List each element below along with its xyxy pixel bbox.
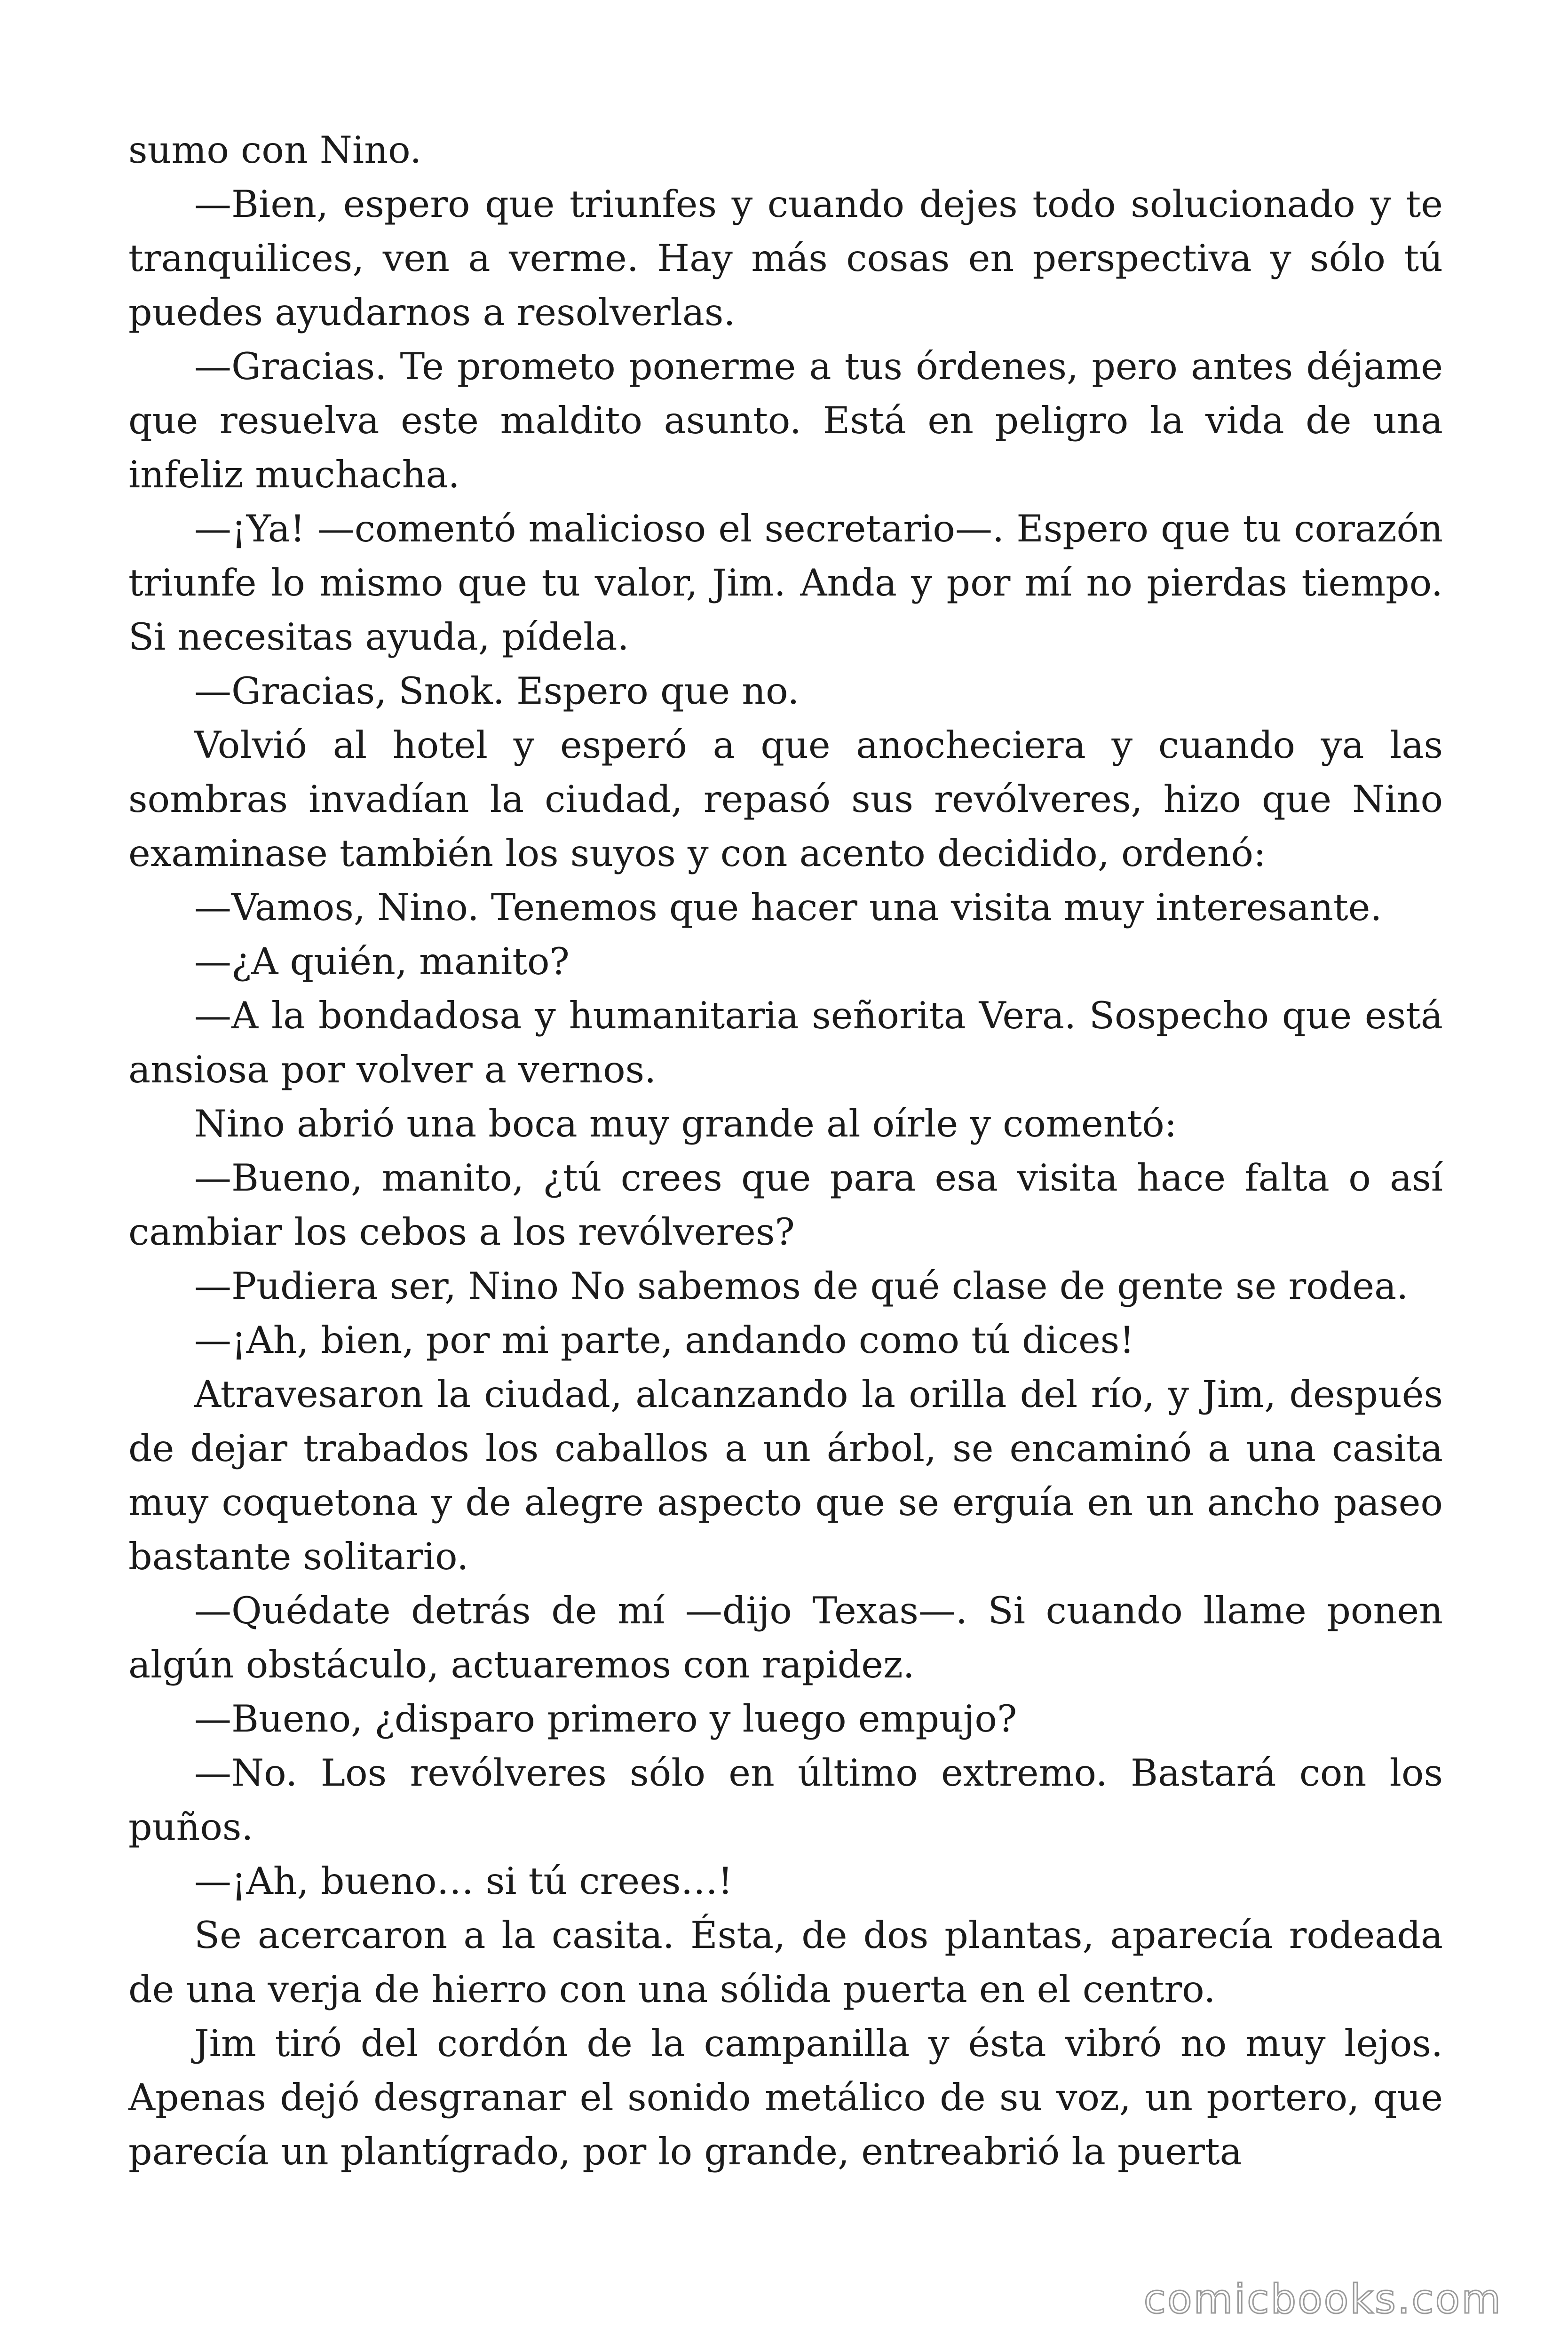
paragraph: Jim tiró del cordón de la campanilla y ésta vibró no muy lejos. Apenas dejó desgranar el sonido metálico de su voz, un portero, que parecía un plantígrado, por lo grande, entreabrió la puerta (128, 2022, 1443, 2173)
paragraph: —Bien, espero que triunfes y cuando dejes todo solucionado y te tranquilices, ven a verme. Hay más cosas en perspectiva y sólo tú puedes ayudarnos a resolverlas. (128, 183, 1443, 334)
paragraph: —Bueno, ¿disparo primero y luego empujo? (194, 1697, 1017, 1740)
paragraph: —Quédate detrás de mí —dijo Texas—. Si cuando llame ponen algún obstáculo, actuaremos con rapidez. (128, 1589, 1443, 1686)
paragraph: Volvió al hotel y esperó a que anocheciera y cuando ya las sombras invadían la ciudad, repasó sus revólveres, hizo que Nino examinase también los suyos y con acento decidido, ordenó: (128, 723, 1443, 875)
paragraph: Atravesaron la ciudad, alcanzando la orilla del río, y Jim, después de dejar trabados los caballos a un árbol, se encaminó a una casita muy coquetona y de alegre aspecto que se erguía en un ancho paseo bastante solitario. (128, 1373, 1443, 1578)
paragraph: —Gracias. Te prometo ponerme a tus órdenes, pero antes déjame que resuelva este maldito asunto. Está en peligro la vida de una infeliz muchacha. (128, 345, 1443, 496)
paragraph: —¡Ah, bueno… si tú crees…! (194, 1859, 733, 1903)
paragraph: —¡Ah, bien, por mi parte, andando como tú dices! (194, 1319, 1135, 1362)
paragraph: —¿A quién, manito? (194, 940, 570, 983)
paragraph: —A la bondadosa y humanitaria señorita Vera. Sospecho que está ansiosa por volver a vernos. (128, 994, 1443, 1091)
watermark: comicbooks.com (1143, 2276, 1502, 2323)
paragraph: —Pudiera ser, Nino No sabemos de qué clase de gente se rodea. (194, 1264, 1409, 1308)
paragraph: —Vamos, Nino. Tenemos que hacer una visita muy interesante. (194, 886, 1382, 929)
book-page-text (128, 123, 1443, 2179)
paragraph: —No. Los revólveres sólo en último extremo. Bastará con los puños. (128, 1751, 1443, 1849)
paragraph: Nino abrió una boca muy grande al oírle y comentó: (194, 1102, 1177, 1145)
paragraph: —Gracias, Snok. Espero que no. (194, 669, 800, 713)
paragraph: —¡Ya! —comentó malicioso el secretario—. Espero que tu corazón triunfe lo mismo que tu valor, Jim. Anda y por mí no pierdas tiempo. Si necesitas ayuda, pídela. (128, 507, 1443, 659)
paragraph: Se acercaron a la casita. Ésta, de dos plantas, aparecía rodeada de una verja de hierro con una sólida puerta en el centro. (128, 1914, 1443, 2011)
paragraph: sumo con Nino. (128, 128, 422, 172)
paragraph: —Bueno, manito, ¿tú crees que para esa visita hace falta o así cambiar los cebos a los revólveres? (128, 1156, 1443, 1254)
